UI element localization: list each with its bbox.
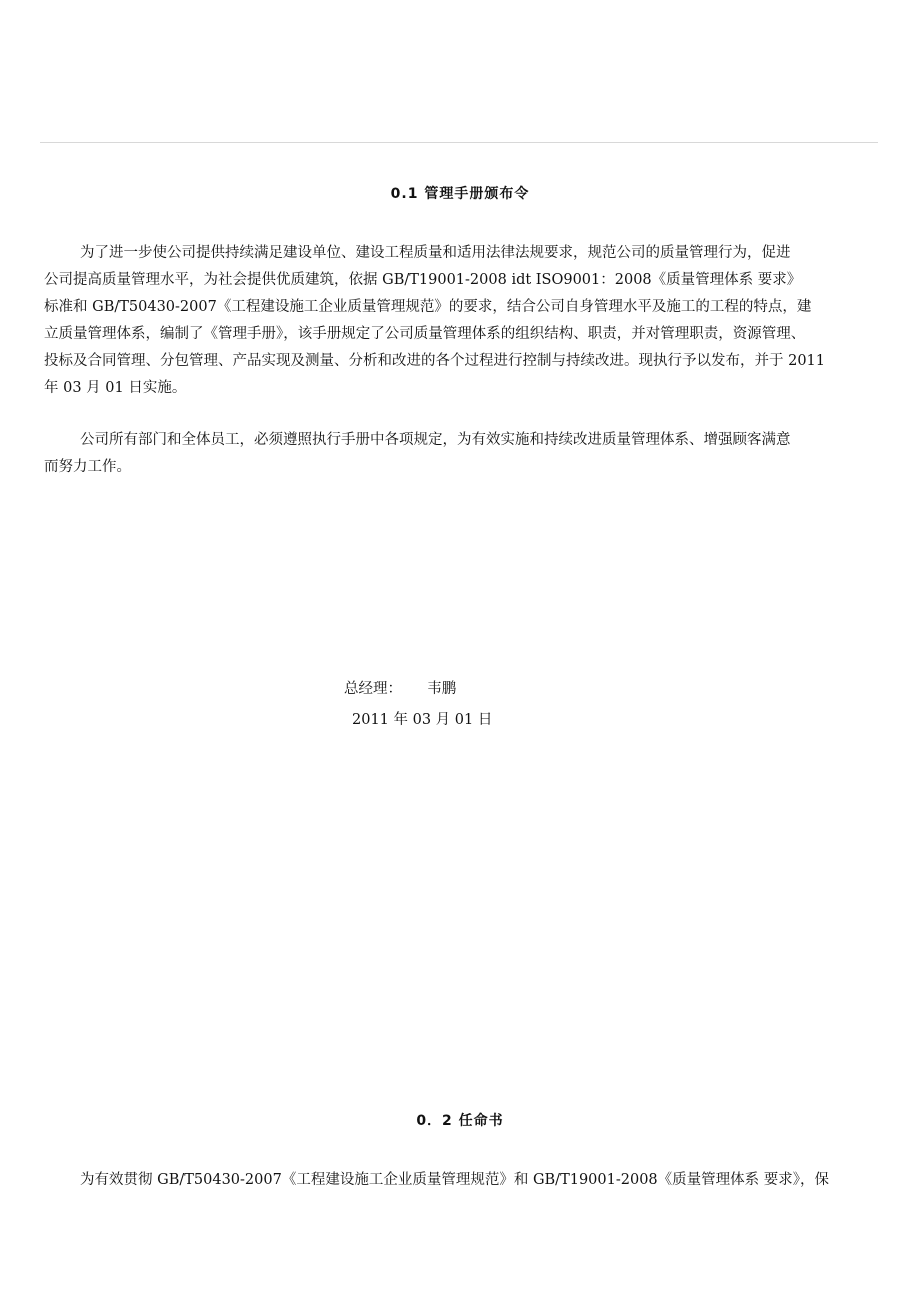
text-line: 立质量管理体系，编制了《管理手册》，该手册规定了公司质量管理体系的组织结构、职责，并对管理职责，资源管理、 [44, 326, 806, 342]
signature-date: 2011 年 03 月 01 日 [352, 712, 493, 728]
text-line: 投标及合同管理、分包管理、产品实现及测量、分析和改进的各个过程进行控制与持续改进。现执行予以发布，并于 2011 [44, 353, 826, 369]
section-title-appointment: 0．2 任命书 [416, 1113, 504, 1129]
text-line: 公司所有部门和全体员工，必须遵照执行手册中各项规定，为有效实施和持续改进质量管理体系、增强顾客满意 [80, 432, 791, 448]
signature-line [344, 677, 456, 698]
text-line: 公司提高质量管理水平，为社会提供优质建筑，依据 GB/T19001-2008 idt ISO9001：2008《质量管理体系 要求》 [44, 272, 802, 288]
text-line: 为有效贯彻 GB/T50430-2007《工程建设施工企业质量管理规范》和 GB/T19001-2008《质量管理体系 要求》，保 [80, 1172, 830, 1188]
promulgation-paragraph-1 [44, 240, 878, 402]
signature-label: 总经理： [344, 681, 402, 697]
text-line: 而努力工作。 [44, 459, 131, 475]
section-title-promulgation: 0.1 管理手册颁布令 [390, 186, 530, 202]
text-line: 年 03 月 01 日实施。 [44, 380, 187, 396]
promulgation-paragraph-2 [44, 427, 878, 481]
signature-name: 韦鹏 [427, 681, 457, 697]
header-divider [40, 142, 878, 143]
text-line: 标准和 GB/T50430-2007《工程建设施工企业质量管理规范》的要求，结合公司自身管理水平及施工的工程的特点，建 [44, 299, 812, 315]
text-line: 为了进一步使公司提供持续满足建设单位、建设工程质量和适用法律法规要求，规范公司的质量管理行为，促进 [80, 245, 791, 261]
appointment-paragraph-1 [44, 1167, 878, 1194]
